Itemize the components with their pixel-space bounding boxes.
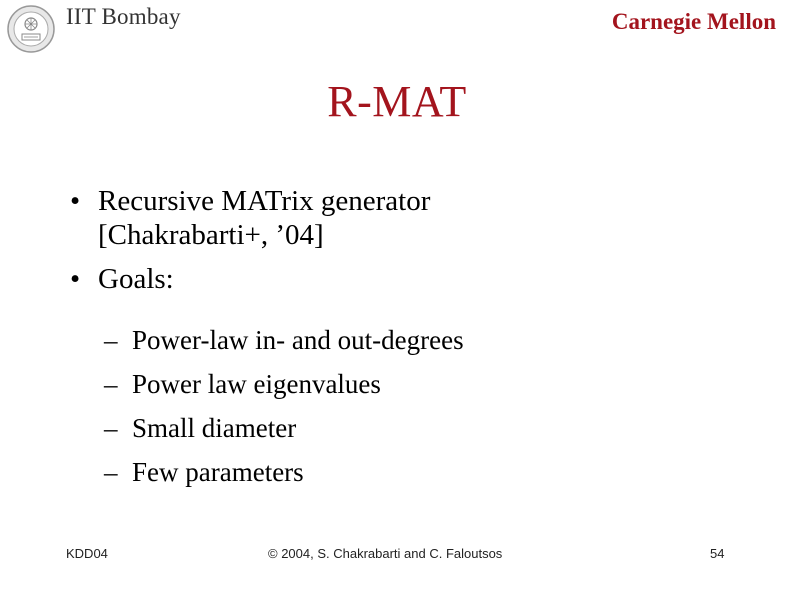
sub-bullet-text: Power-law in- and out-degrees	[132, 325, 464, 355]
bullet-text-line: Recursive MATrix generator	[98, 185, 431, 217]
sub-bullet-marker: –	[104, 413, 118, 443]
bullet-text-line: Goals:	[98, 263, 174, 295]
bullet-marker: •	[70, 263, 81, 295]
sub-bullet-marker: –	[104, 369, 118, 399]
slide-title: R-MAT	[327, 77, 467, 126]
page-number: 54	[710, 546, 725, 561]
bullet-item	[70, 262, 750, 296]
footer-copyright: © 2004, S. Chakrabarti and C. Faloutsos	[268, 546, 503, 561]
iit-bombay-seal-icon	[6, 4, 56, 54]
institution-name: IIT Bombay	[66, 4, 181, 29]
bullet-text-line: [Chakrabarti+, ’04]	[98, 219, 324, 251]
sub-bullet-item	[104, 318, 704, 362]
sub-bullet-item	[104, 406, 704, 450]
sub-bullet-item	[104, 362, 704, 406]
sub-bullet-marker: –	[104, 457, 118, 487]
bullet-item	[70, 184, 750, 252]
sub-bullet-marker: –	[104, 325, 118, 355]
sub-bullet-text: Power law eigenvalues	[132, 369, 381, 399]
sub-bullet-text: Small diameter	[132, 413, 297, 443]
sub-bullet-list	[104, 318, 704, 494]
footer-conference: KDD04	[66, 546, 108, 561]
bullet-marker: •	[70, 185, 81, 217]
brand-name: Carnegie Mellon	[611, 9, 776, 34]
sub-bullet-text: Few parameters	[132, 457, 304, 487]
bullet-list	[70, 184, 750, 306]
sub-bullet-item	[104, 450, 704, 494]
